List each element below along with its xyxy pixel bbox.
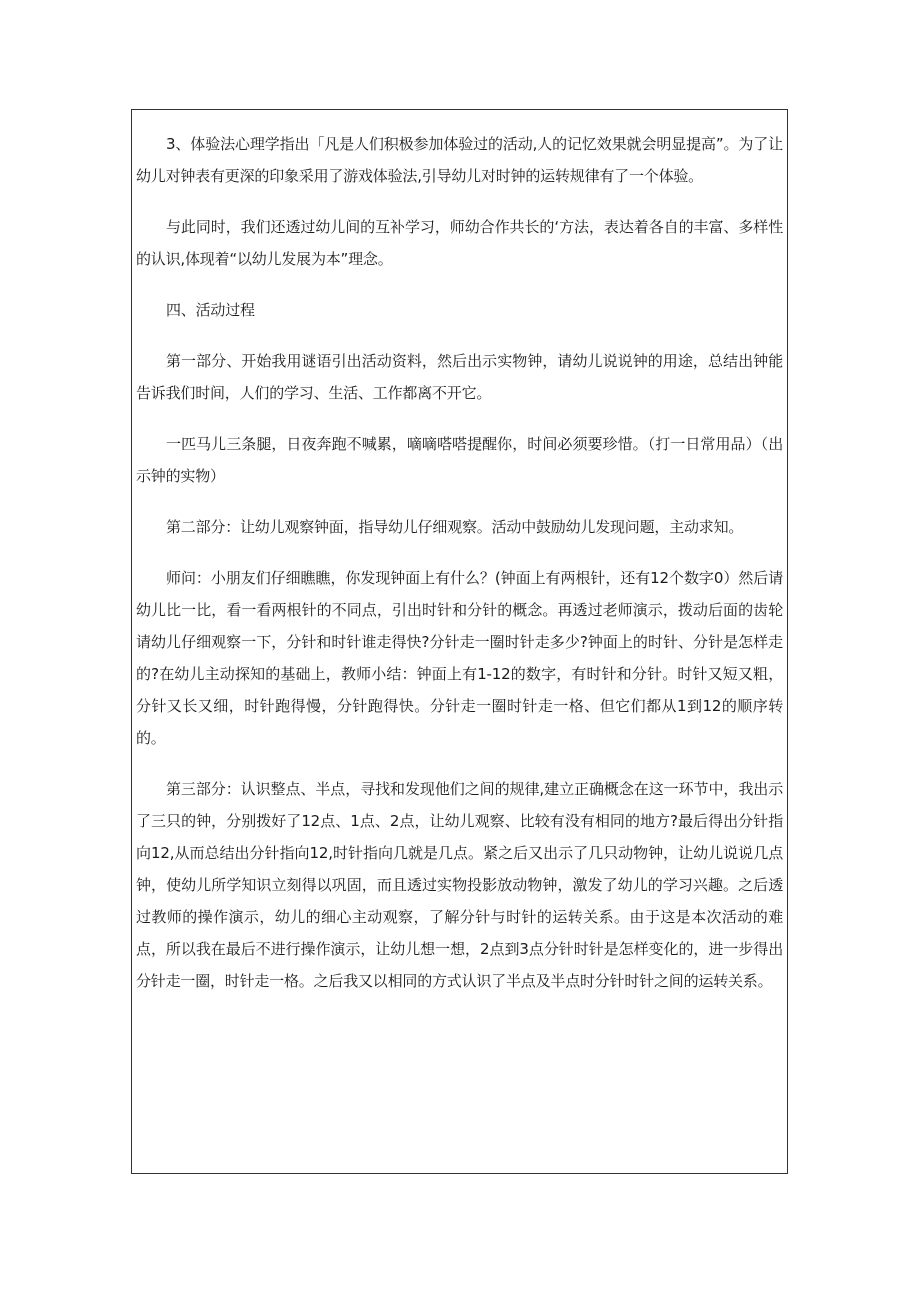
paragraph-mutual-learning: 与此同时，我们还透过幼儿间的互补学习，师幼合作共长的‘方法，表达着各自的丰富、多样性的认识,体现着“以幼儿发展为本”理念。 xyxy=(136,218,783,268)
document-body xyxy=(136,128,783,1016)
paragraph-part-three: 第三部分：认识整点、半点，寻找和发现他们之间的规律,建立正确概念在这一环节中，我出示了三只的钟，分别拨好了12点、1点、2点，让幼儿观察、比较有没有相同的地方?最后得出分针指向12,从而总结出分针指向12,时针指向几就是几点。紧之后又出示了几只动物钟，让幼儿说说几点钟，使幼儿所学知识立刻得以巩固，而且透过实物投影放动物钟，激发了幼儿的学习兴趣。之后透过教师的操作演示，幼儿的细心主动观察，了解分针与时针的运转关系。由于这是本次活动的难点，所以我在最后不进行操作演示，让幼儿想一想，2点到3点分针时针是怎样变化的，进一步得出分针走一圈，时针走一格。之后我又以相同的方式认识了半点及半点时分针时针之间的运转关系。 xyxy=(136,780,783,990)
paragraph-experience-method: 3、体验法心理学指出「凡是人们积极参加体验过的活动,人的记忆效果就会明显提高”。为了让幼儿对钟表有更深的印象采用了游戏体验法,引导幼儿对时钟的运转规律有了一个体验。 xyxy=(136,135,783,185)
paragraph-teacher-question: 师问：小朋友们仔细瞧瞧，你发现钟面上有什么？(钟面上有两根针，还有12个数字0）然后请幼儿比一比，看一看两根针的不同点，引出时针和分针的概念。再透过老师演示，拨动后面的齿轮请幼儿仔细观察一下，分针和时针谁走得快?分针走一圈时针走多少?钟面上的时针、分针是怎样走的?在幼儿主动探知的基础上，教师小结：钟面上有1-12的数字，有时针和分针。时针又短又粗，分针又长又细，时针跑得慢，分针跑得快。分针走一圈时针走一格、但它们都从1到12的顺序转的。 xyxy=(136,569,783,747)
paragraph-part-one: 第一部分、开始我用谜语引出活动资料，然后出示实物钟，请幼儿说说钟的用途，总结出钟能告诉我们时间，人们的学习、生活、工作都离不开它。 xyxy=(136,352,783,402)
document-page xyxy=(131,109,788,1174)
paragraph-part-two: 第二部分：让幼儿观察钟面，指导幼儿仔细观察。活动中鼓励幼儿发现问题，主动求知。 xyxy=(166,518,744,536)
paragraph-riddle: 一匹马儿三条腿，日夜奔跑不喊累，嘀嘀嗒嗒提醒你，时间必须要珍惜。（打一日常用品）（出示钟的实物） xyxy=(136,435,783,485)
section-heading-activity-process: 四、活动过程 xyxy=(166,301,255,319)
